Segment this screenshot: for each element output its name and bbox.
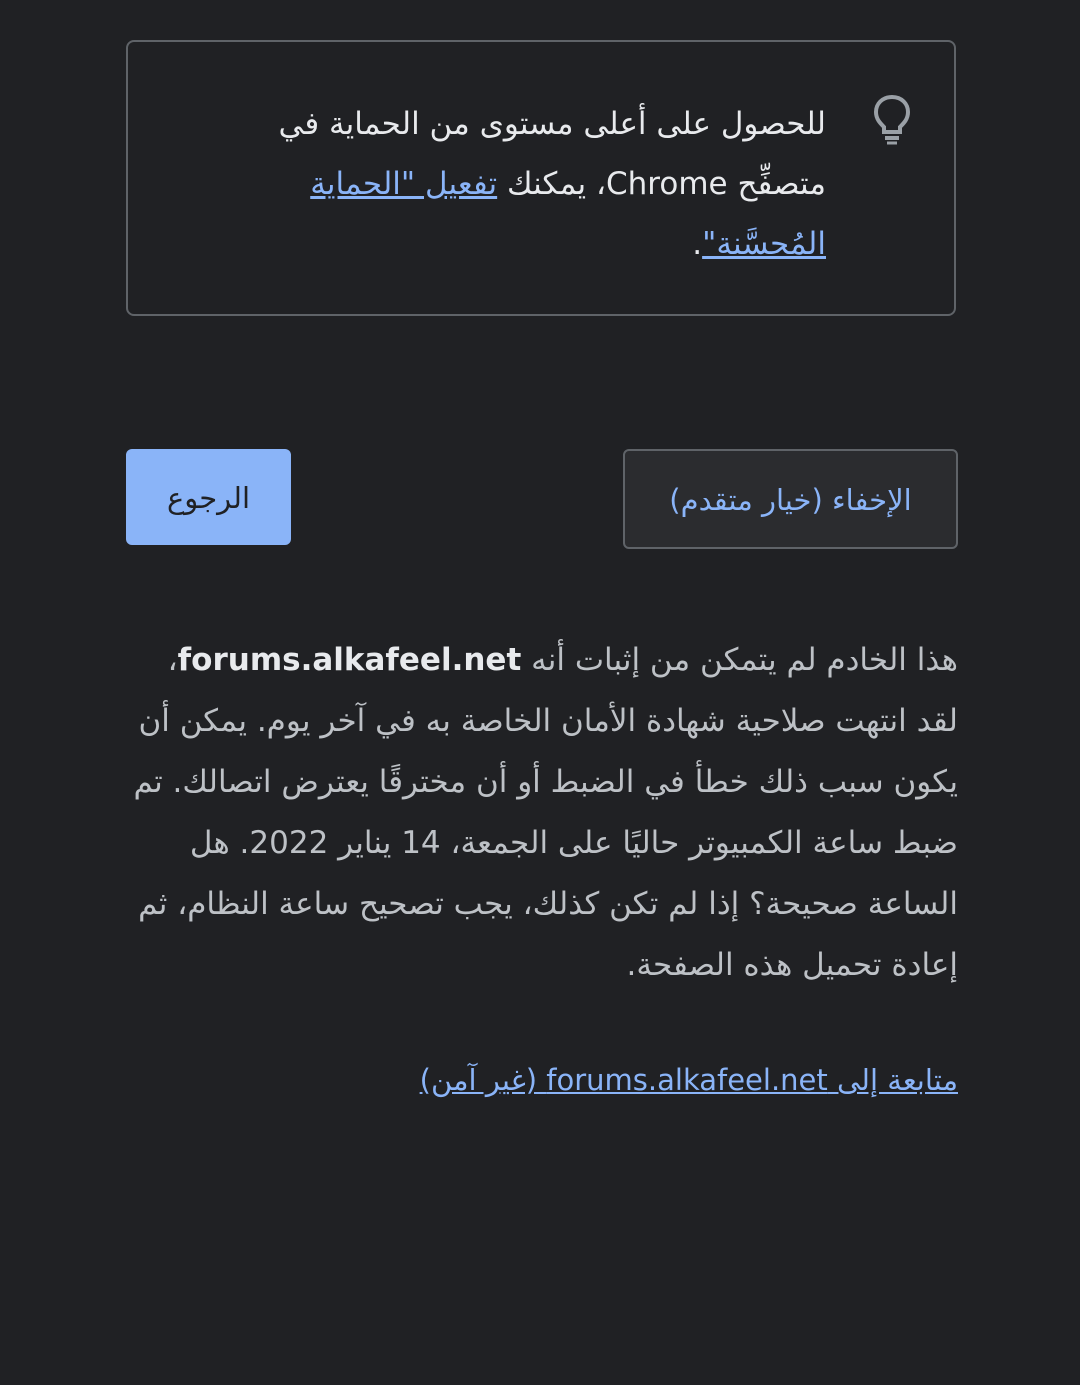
- tip-text-before: للحصول على أعلى مستوى من الحماية في متصفِّح Chrome، يمكنك: [278, 106, 826, 202]
- details-domain: forums.alkafeel.net: [177, 642, 522, 678]
- back-button[interactable]: الرجوع: [126, 449, 291, 545]
- hide-advanced-button[interactable]: الإخفاء (خيار متقدم): [623, 449, 958, 549]
- tip-text: [246, 94, 826, 274]
- tip-text-after: .: [692, 226, 703, 262]
- details-prefix: هذا الخادم لم يتمكن من إثبات أنه: [521, 642, 958, 678]
- enhanced-protection-tip: [126, 40, 956, 316]
- enhanced-protection-link[interactable]: تفعيل "الحماية المُحسَّنة": [310, 166, 826, 262]
- details-body: ، لقد انتهت صلاحية شهادة الأمان الخاصة به في آخر يوم. يمكن أن يكون سبب ذلك خطأ في الضبط أو أن مخترقًا يعترض اتصالك. تم ضبط ساعة الكمبيوتر حاليًا على الجمعة، 14 يناير 2022. هل الساعة صحيحة؟ إذا لم تكن كذلك، يجب تصحيح ساعة النظام، ثم إعادة تحميل هذه الصفحة.: [133, 642, 958, 983]
- certificate-error-details: [126, 630, 958, 996]
- proceed-unsafe-link[interactable]: متابعة إلى forums.alkafeel.net (غير آمن): [419, 1063, 958, 1097]
- lightbulb-icon: [872, 94, 912, 146]
